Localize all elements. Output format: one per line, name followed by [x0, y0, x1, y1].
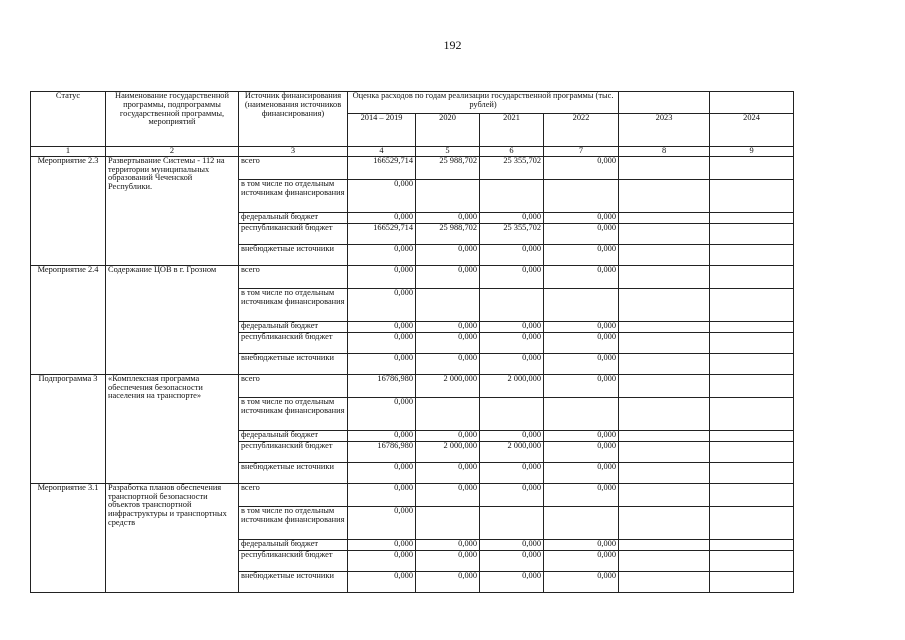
amount-cell: 25 988,702	[416, 156, 480, 179]
column-number: 3	[239, 147, 348, 157]
amount-cell: 0,000	[348, 506, 416, 539]
amount-cell	[544, 288, 619, 321]
header-estimate: Оценка расходов по годам реализации государственной программы (тыс. рублей)	[348, 92, 619, 114]
amount-cell	[619, 321, 710, 332]
amount-cell	[619, 353, 710, 374]
amount-cell	[480, 397, 544, 430]
amount-cell	[619, 156, 710, 179]
header-row-1	[31, 92, 794, 114]
section-name: «Комплексная программа обеспечения безопасности населения на транспорте»	[106, 374, 239, 483]
amount-cell: 0,000	[348, 539, 416, 550]
amount-cell: 0,000	[416, 321, 480, 332]
amount-cell: 2 000,000	[416, 441, 480, 462]
amount-cell: 0,000	[416, 571, 480, 592]
amount-cell	[710, 223, 794, 244]
amount-cell	[480, 288, 544, 321]
section-status: Подпрограмма 3	[31, 374, 106, 483]
amount-cell	[619, 265, 710, 288]
funding-source: федеральный бюджет	[239, 539, 348, 550]
amount-cell: 0,000	[348, 353, 416, 374]
amount-cell: 16786,980	[348, 374, 416, 397]
amount-cell: 0,000	[348, 430, 416, 441]
amount-cell: 16786,980	[348, 441, 416, 462]
amount-cell	[710, 353, 794, 374]
amount-cell	[544, 397, 619, 430]
funding-source: в том числе по отдельным источникам финансирования	[239, 179, 348, 212]
column-number: 5	[416, 147, 480, 157]
header-year: 2022	[544, 114, 619, 147]
funding-source: всего	[239, 156, 348, 179]
page-number: 192	[443, 38, 462, 52]
column-number: 4	[348, 147, 416, 157]
amount-cell	[710, 483, 794, 506]
amount-cell: 0,000	[480, 332, 544, 353]
amount-cell: 0,000	[348, 321, 416, 332]
amount-cell: 0,000	[348, 397, 416, 430]
table-row	[31, 265, 794, 288]
amount-cell	[619, 441, 710, 462]
amount-cell: 0,000	[348, 332, 416, 353]
funding-source: федеральный бюджет	[239, 321, 348, 332]
funding-source: республиканский бюджет	[239, 332, 348, 353]
funding-source: в том числе по отдельным источникам финансирования	[239, 506, 348, 539]
amount-cell: 0,000	[416, 244, 480, 265]
amount-cell: 166529,714	[348, 156, 416, 179]
amount-cell	[619, 212, 710, 223]
amount-cell	[710, 156, 794, 179]
funding-source: всего	[239, 374, 348, 397]
amount-cell: 0,000	[544, 321, 619, 332]
amount-cell	[619, 550, 710, 571]
amount-cell: 0,000	[480, 539, 544, 550]
amount-cell	[619, 571, 710, 592]
header-blank-9	[710, 92, 794, 114]
amount-cell: 0,000	[480, 353, 544, 374]
amount-cell	[619, 288, 710, 321]
amount-cell	[710, 571, 794, 592]
amount-cell: 25 355,702	[480, 156, 544, 179]
header-status: Статус	[31, 92, 106, 147]
amount-cell	[710, 430, 794, 441]
amount-cell	[480, 506, 544, 539]
amount-cell: 0,000	[348, 483, 416, 506]
amount-cell	[710, 265, 794, 288]
amount-cell	[416, 506, 480, 539]
funding-source: внебюджетные источники	[239, 571, 348, 592]
section-name: Разработка планов обеспечения транспортной безопасности объектов транспортной инфраструктуры и транспортных средств	[106, 483, 239, 592]
amount-cell	[416, 288, 480, 321]
amount-cell: 0,000	[348, 179, 416, 212]
amount-cell: 0,000	[348, 550, 416, 571]
amount-cell: 0,000	[544, 550, 619, 571]
amount-cell: 0,000	[544, 212, 619, 223]
header-year: 2014 – 2019	[348, 114, 416, 147]
table-body	[31, 156, 794, 592]
amount-cell: 0,000	[544, 483, 619, 506]
amount-cell: 0,000	[348, 244, 416, 265]
funding-source: внебюджетные источники	[239, 244, 348, 265]
amount-cell: 0,000	[416, 212, 480, 223]
funding-source: в том числе по отдельным источникам финансирования	[239, 397, 348, 430]
budget-table	[30, 91, 794, 593]
amount-cell: 0,000	[544, 441, 619, 462]
funding-source: республиканский бюджет	[239, 223, 348, 244]
amount-cell	[619, 462, 710, 483]
amount-cell: 0,000	[416, 430, 480, 441]
amount-cell: 2 000,000	[480, 374, 544, 397]
amount-cell	[710, 397, 794, 430]
amount-cell	[619, 223, 710, 244]
amount-cell: 0,000	[544, 374, 619, 397]
amount-cell	[710, 374, 794, 397]
amount-cell	[544, 506, 619, 539]
amount-cell: 0,000	[416, 353, 480, 374]
amount-cell	[710, 179, 794, 212]
amount-cell: 0,000	[544, 244, 619, 265]
amount-cell: 0,000	[348, 265, 416, 288]
amount-cell	[619, 332, 710, 353]
amount-cell: 0,000	[416, 550, 480, 571]
column-number: 9	[710, 147, 794, 157]
funding-source: федеральный бюджет	[239, 430, 348, 441]
amount-cell	[710, 288, 794, 321]
header-year: 2021	[480, 114, 544, 147]
amount-cell	[619, 397, 710, 430]
amount-cell: 0,000	[544, 571, 619, 592]
amount-cell	[710, 332, 794, 353]
amount-cell: 0,000	[480, 244, 544, 265]
amount-cell: 0,000	[416, 462, 480, 483]
amount-cell: 0,000	[416, 539, 480, 550]
amount-cell	[416, 397, 480, 430]
amount-cell	[710, 462, 794, 483]
header-name: Наименование государственной программы, подпрограммы государственной программы, мероприятий	[106, 92, 239, 147]
amount-cell: 0,000	[416, 265, 480, 288]
amount-cell	[710, 244, 794, 265]
section-status: Мероприятие 2.3	[31, 156, 106, 265]
amount-cell	[619, 506, 710, 539]
amount-cell: 0,000	[544, 265, 619, 288]
funding-source: федеральный бюджет	[239, 212, 348, 223]
amount-cell: 0,000	[480, 550, 544, 571]
amount-cell	[619, 374, 710, 397]
amount-cell	[710, 539, 794, 550]
column-number: 1	[31, 147, 106, 157]
amount-cell: 0,000	[480, 571, 544, 592]
amount-cell: 0,000	[544, 430, 619, 441]
amount-cell	[710, 212, 794, 223]
amount-cell	[619, 244, 710, 265]
section-status: Мероприятие 3.1	[31, 483, 106, 592]
amount-cell: 0,000	[480, 265, 544, 288]
amount-cell	[710, 506, 794, 539]
column-number: 7	[544, 147, 619, 157]
amount-cell: 0,000	[544, 462, 619, 483]
amount-cell	[619, 539, 710, 550]
header-year: 2020	[416, 114, 480, 147]
amount-cell: 166529,714	[348, 223, 416, 244]
table-row	[31, 156, 794, 179]
section-name: Развертывание Системы - 112 на территории муниципальных образований Чеченской Республики.	[106, 156, 239, 265]
amount-cell: 0,000	[480, 430, 544, 441]
header-year: 2023	[619, 114, 710, 147]
column-number: 8	[619, 147, 710, 157]
amount-cell: 0,000	[348, 288, 416, 321]
amount-cell: 0,000	[480, 212, 544, 223]
column-number-row	[31, 147, 794, 157]
funding-source: всего	[239, 265, 348, 288]
funding-source: всего	[239, 483, 348, 506]
amount-cell: 0,000	[348, 462, 416, 483]
header-source: Источник финансирования (наименования источников финансирования)	[239, 92, 348, 147]
table-row	[31, 483, 794, 506]
amount-cell	[710, 321, 794, 332]
funding-source: республиканский бюджет	[239, 441, 348, 462]
amount-cell: 0,000	[544, 353, 619, 374]
amount-cell	[416, 179, 480, 212]
amount-cell	[710, 550, 794, 571]
amount-cell: 0,000	[544, 156, 619, 179]
amount-cell: 25 355,702	[480, 223, 544, 244]
funding-source: в том числе по отдельным источникам финансирования	[239, 288, 348, 321]
amount-cell: 25 988,702	[416, 223, 480, 244]
amount-cell: 0,000	[480, 483, 544, 506]
funding-source: республиканский бюджет	[239, 550, 348, 571]
header-blank-8	[619, 92, 710, 114]
amount-cell	[619, 483, 710, 506]
amount-cell	[619, 430, 710, 441]
amount-cell	[544, 179, 619, 212]
amount-cell: 0,000	[480, 321, 544, 332]
amount-cell	[619, 179, 710, 212]
amount-cell: 0,000	[348, 571, 416, 592]
funding-source: внебюджетные источники	[239, 353, 348, 374]
amount-cell: 0,000	[544, 539, 619, 550]
column-number: 6	[480, 147, 544, 157]
amount-cell: 2 000,000	[480, 441, 544, 462]
funding-source: внебюджетные источники	[239, 462, 348, 483]
header-year: 2024	[710, 114, 794, 147]
section-name: Содержание ЦОВ в г. Грозном	[106, 265, 239, 374]
amount-cell	[480, 179, 544, 212]
amount-cell: 0,000	[416, 483, 480, 506]
amount-cell: 0,000	[544, 332, 619, 353]
amount-cell: 0,000	[544, 223, 619, 244]
table-row	[31, 374, 794, 397]
section-status: Мероприятие 2.4	[31, 265, 106, 374]
amount-cell: 0,000	[480, 462, 544, 483]
amount-cell: 2 000,000	[416, 374, 480, 397]
amount-cell: 0,000	[416, 332, 480, 353]
amount-cell: 0,000	[348, 212, 416, 223]
column-number: 2	[106, 147, 239, 157]
amount-cell	[710, 441, 794, 462]
